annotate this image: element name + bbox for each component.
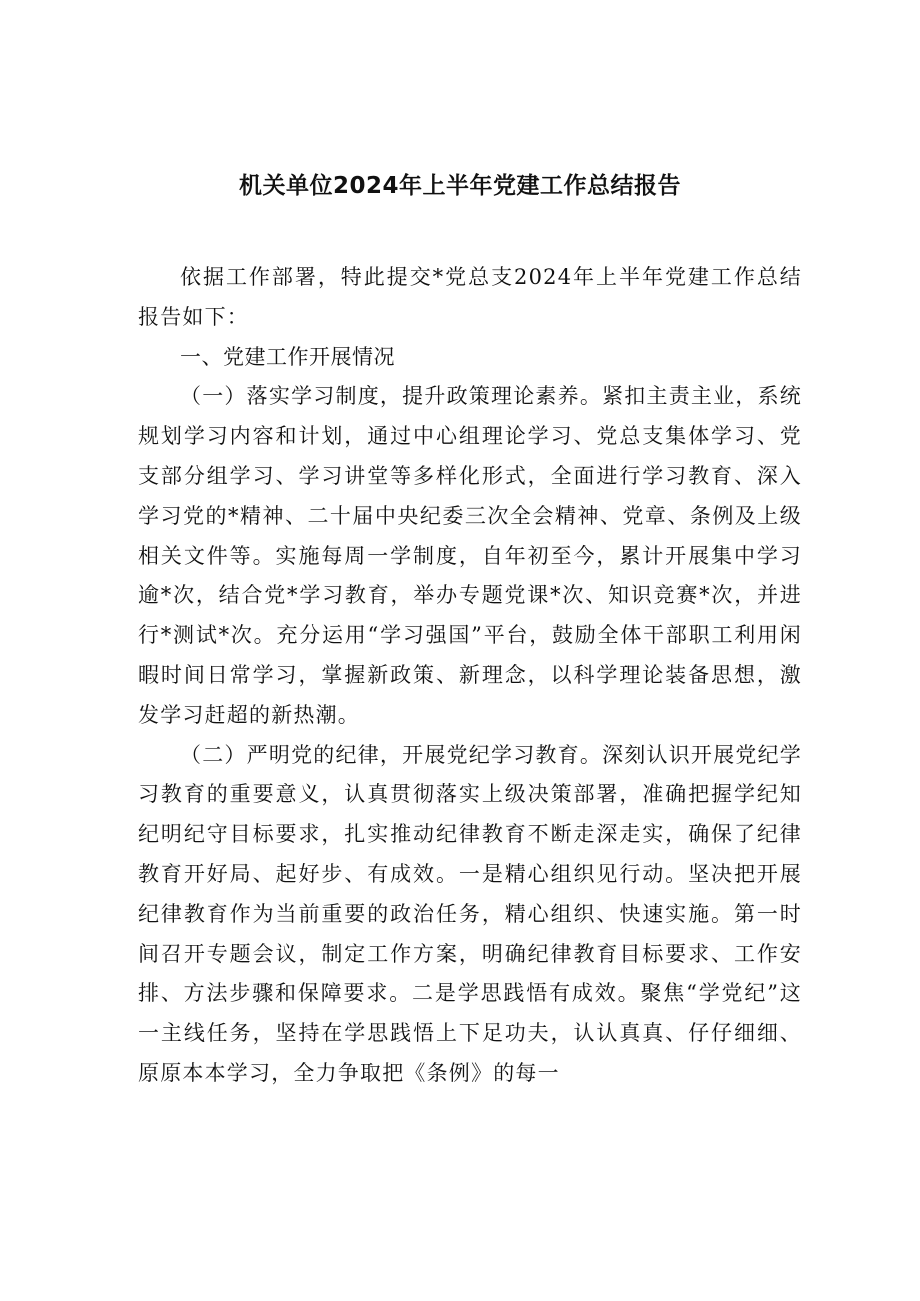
document-body [138,258,802,1094]
section-paragraph-1: （一）落实学习制度，提升政策理论素养。紧扣主责主业，系统规划学习内容和计划，通过中心组理论学习、党总支集体学习、党支部分组学习、学习讲堂等多样化形式，全面进行学习教育、深入学习党的*精神、二十届中央纪委三次全会精神、党章、条例及上级相关文件等。实施每周一学制度，自年初至今，累计开展集中学习逾*次，结合党*学习教育，举办专题党课*次、知识竞赛*次，并进行*测试*次。充分运用“学习强国”平台，鼓励全体干部职工利用闲暇时间日常学习，掌握新政策、新理念，以科学理论装备思想，激发学习赶超的新热潮。 [138,384,802,727]
section-heading: 一、党建工作开展情况 [180,344,395,369]
intro-paragraph: 依据工作部署，特此提交*党总支2024年上半年党建工作总结报告如下： [138,265,802,329]
section-paragraph-2: （二）严明党的纪律，开展党纪学习教育。深刻认识开展党纪学习教育的重要意义，认真贯彻落实上级决策部署，准确把握学纪知纪明纪守目标要求，扎实推动纪律教育不断走深走实，确保了纪律教育开好局、起好步、有成效。一是精心组织见行动。坚决把开展纪律教育作为当前重要的政治任务，精心组织、快速实施。第一时间召开专题会议，制定工作方案，明确纪律教育目标要求、工作安排、方法步骤和保障要求。二是学思践悟有成效。聚焦“学党纪”这一主线任务，坚持在学思践悟上下足功夫，认认真真、仔仔细细、原原本本学习，全力争取把《条例》的每一 [138,742,802,1085]
document-title: 机关单位2024年上半年党建工作总结报告 [238,173,681,199]
